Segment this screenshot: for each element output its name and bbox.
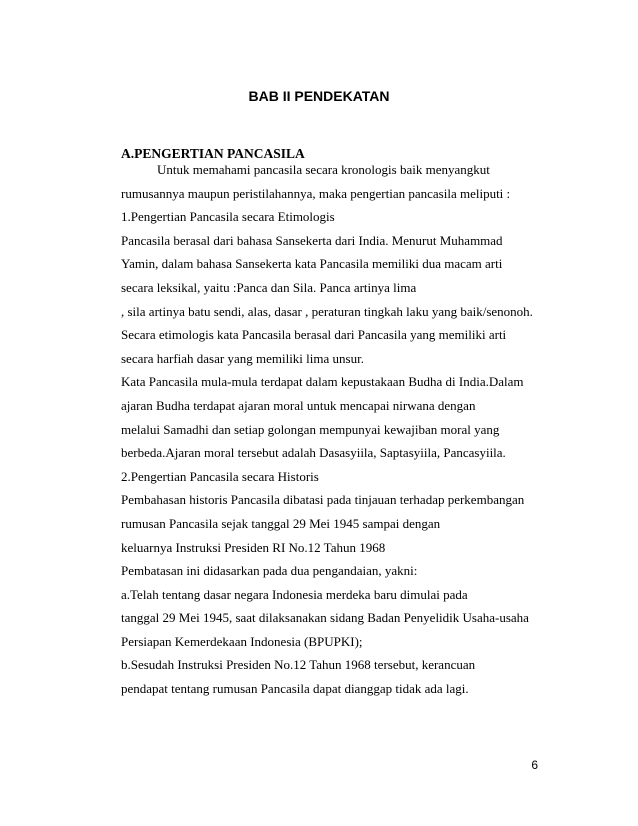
text-line: berbeda.Ajaran moral tersebut adalah Dasasyiila, Saptasyiila, Pancasyiila.: [121, 445, 506, 461]
body-text: [121, 158, 533, 701]
text-line: , sila artinya batu sendi, alas, dasar , peraturan tingkah laku yang baik/senonoh.: [121, 303, 533, 319]
text-line: 1.Pengertian Pancasila secara Etimologis: [121, 209, 335, 225]
text-line: Pembahasan historis Pancasila dibatasi pada tinjauan terhadap perkembangan: [121, 492, 525, 508]
text-line: a.Telah tentang dasar negara Indonesia merdeka baru dimulai pada: [121, 586, 468, 602]
text-line: Untuk memahami pancasila secara kronologis baik menyangkut: [157, 162, 490, 177]
text-line: keluarnya Instruksi Presiden RI No.12 Tahun 1968: [121, 539, 386, 555]
text-line: Persiapan Kemerdekaan Indonesia (BPUPKI);: [121, 633, 363, 649]
text-line: 2.Pengertian Pancasila secara Historis: [121, 468, 319, 484]
text-line: ajaran Budha terdapat ajaran moral untuk mencapai nirwana dengan: [121, 397, 476, 413]
text-line: secara leksikal, yaitu :Panca dan Sila. Panca artinya lima: [121, 279, 417, 295]
text-line: secara harfiah dasar yang memiliki lima unsur.: [121, 350, 364, 366]
text-line: Pembatasan ini didasarkan pada dua pengandaian, yakni:: [121, 563, 418, 579]
text-line: Pancasila berasal dari bahasa Sansekerta dari India. Menurut Muhammad: [121, 232, 503, 248]
text-line: Secara etimologis kata Pancasila berasal dari Pancasila yang memiliki arti: [121, 327, 507, 343]
text-line: pendapat tentang rumusan Pancasila dapat dianggap tidak ada lagi.: [121, 681, 469, 697]
text-line: b.Sesudah Instruksi Presiden No.12 Tahun 1968 tersebut, kerancuan: [121, 657, 476, 673]
section-heading: A.PENGERTIAN PANCASILA: [121, 146, 305, 161]
text-line: melalui Samadhi dan setiap golongan mempunyai kewajiban moral yang: [121, 421, 500, 437]
text-line: Kata Pancasila mula-mula terdapat dalam kepustakaan Budha di India.Dalam: [121, 374, 524, 390]
text-line: rumusan Pancasila sejak tanggal 29 Mei 1945 sampai dengan: [121, 515, 441, 531]
text-line: tanggal 29 Mei 1945, saat dilaksanakan sidang Badan Penyelidik Usaha-usaha: [121, 610, 529, 626]
chapter-title: BAB II PENDEKATAN: [248, 88, 390, 104]
text-line: rumusannya maupun peristilahannya, maka pengertian pancasila meliputi :: [121, 185, 511, 201]
text-line: Yamin, dalam bahasa Sansekerta kata Pancasila memiliki dua macam arti: [121, 256, 503, 272]
page-number: 6: [531, 758, 538, 772]
